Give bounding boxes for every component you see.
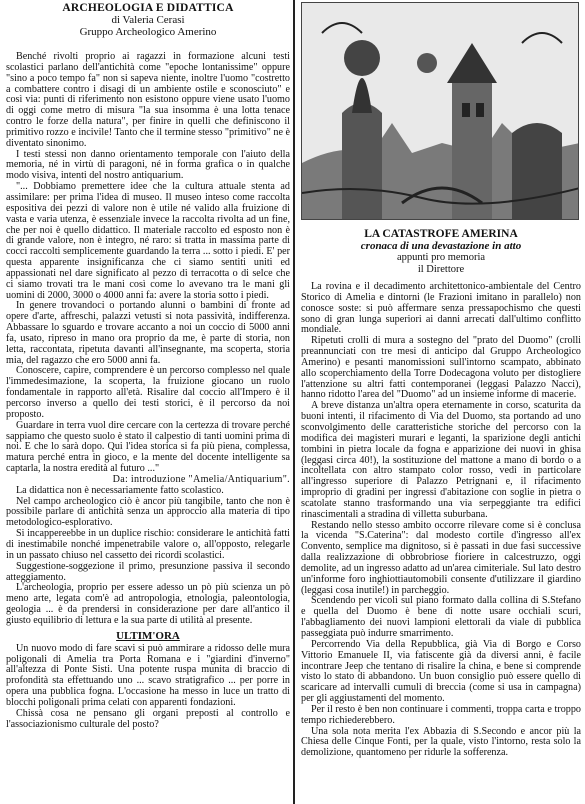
illustration-image <box>301 2 579 220</box>
right-column <box>301 2 581 802</box>
ultimora-heading: ULTIM'ORA <box>116 629 180 642</box>
paragraph: Percorrendo Via della Repubblica, già Via di Borgo e Corso Vittorio Emanuele II, via fatiscente già da diversi anni, è facile incontrare Jeep che tentano di risalire la china, e bene si comprende visto lo stato di abbandono. Un buon consiglio può essere quello di scaricare ad intervalli cumuli di breccia (come si usa in campagna) per gli aggiustamenti del momento. <box>301 638 581 705</box>
paragraph: Chissà cosa ne pensano gli organi preposti al controllo e l'associazionismo culturale del posto? <box>6 707 290 730</box>
paragraph: L'archeologia, proprio per essere adesso un pò più scienza un pò meno arte, legata com'è ad antropologia, etnologia, paleontologia, geologia ... è da prendersi in considerazione per dare all'antico il giusto equilibrio di lettura e la sua parte di utilità al presente. <box>6 582 290 626</box>
paragraph: A breve distanza un'altra opera eternamente in corso, scaturita da buoni intenti, il rifacimento di Via del Duomo, sta portando ad uno sconvolgimento delle caratteristiche storiche del percorso con la modifica dei magisteri murari e leganti, la sparizione degli antichi tombini in pietra locale da fogna e apparizione dei nuovi in ghisa (leggasi circa 40!), la sostituzione del mattone a mano di bordo o a incoltellata con altro stampato color rosso, vedi in particolare all'ingresso superiore di Palazzo Petrignani e, il rifacimento improprio di gradini per ingressi d'abitazione con soglie in pietra o scatolate stanno trasformando una via serpeggiante tra edifici rinascimentali a stradina di villetta suburbana. <box>301 400 581 520</box>
article-title: ARCHEOLOGIA E DIDATTICA <box>62 2 234 14</box>
paragraph: Suggestione-soggezione il primo, presunzione passiva il secondo atteggiamento. <box>6 560 290 583</box>
article-group: Gruppo Archeologico Amerino <box>79 26 217 38</box>
paragraph: Nel campo archeologico ciò è ancor più tangibile, tanto che non è possibile parlare di antichità senza un approccio alla materia di tipo metodologico-esplorativo. <box>6 495 290 529</box>
paragraph: Benché rivolti proprio ai ragazzi in formazione alcuni testi scolastici parlano dell'antichità come "epoche lontanissime" oppure "sino a poco tempo fa" non si sapeva niente, inoltre l'uomo "costretto a combattere contro i disagi di un ambiente ostile e sconosciuto" e così via: punti di riferimento non esistono oppure viene usato l'uomo di oggi come metro di misura "la sua insomma è una lotta tenace contro le forze della natura", per finire in quelli che definiscono il primitivo rozzo e incivile! Tanto che il termine stesso "primitivo" ne è diventato sinonimo. <box>6 51 290 149</box>
cathedral-drawing-icon <box>302 3 579 220</box>
paragraph: Per il resto è ben non continuare i commenti, troppa carta e troppo tempo richiederebbero. <box>301 703 581 726</box>
paragraph: Ripetuti crolli di mura a sostegno del "prato del Duomo" (crolli preannunciati con tre mesi di anticipo dal Gruppo Archeologico Amerino) e pesanti manomissioni sull'intorno scampato, abbinato allo scoperchiamento della Torre Dodecagona voluto per distogliere l'attenzione su altri fatti contemporanei (leggasi Palazzo Nacci), hanno ridotto l'area del "Duomo" ad un insieme informe di macerie. <box>301 335 581 401</box>
article-body <box>301 282 581 759</box>
paragraph: In genere trovandoci o portando alunni o bambini di fronte ad opere d'arte, affreschi, palazzi vetusti si nota passività, indifferenza. Abbassare lo sguardo e trovare accanto a noi un coccio di 5000 anni fa, usato, ripreso in mano ora proprio da me, è parte di storia, non letta, raccontata, ripetuta davanti all'insegnante, ma scoperta, storia mia, del ragazzo che ero 5000 anni fa. <box>6 300 290 366</box>
paragraph: Restando nello stesso ambito occorre rilevare come si è conclusa la vicenda "S.Caterina": dal modesto cortile d'ingresso all'ex Convento, semplice ma dignitoso, si è passati in due fasi successive dalla realizzazione di obbrobriose fioriere in calcestruzzo, oggi demolite, ad un ingresso adatto ad un'area cimiteriale. Sul lato destro un'informe foro inghiottiautomobili consente d'utilizzare il giardino (leggasi cosa inutile!) in parcheggio. <box>301 519 581 596</box>
article-body <box>6 52 290 730</box>
article-byline: di Valeria Cerasi <box>111 14 185 26</box>
paragraph: Conoscere, capire, comprendere è un percorso complesso nel quale l'immedesimazione, la scoperta, la fruizione giocano un ruolo fondamentale in rapporto all'età. Risalire dal coccio all'Impero è il percorso inverso a quello dei testi storici, è il percorso da noi proposto. <box>6 365 290 420</box>
paragraph: Si incappereebbe in un duplice rischio: considerare le antichità fatti di inestimabile nonché impenetrabile valore o, all'opposto, relegarle in un passato chiuso nel cassetto dei ricordi scolastici. <box>6 528 290 561</box>
paragraph: "... Dobbiamo premettere idee che la cultura attuale stenta ad assimilare: per prima l'idea di museo. Il museo inteso come raccolta espositiva dei pezzi di valore non è utile né valido alla fruizione di vasta e varia utenza, è essenziale invece la raccolta rivolta ad un fine, che per noi è quello didattico. Il materiale raccolto ed esposto non è di grande valore, non è integro, né raro: si tratta in massima parte di cocci raccolti semplicemente guardando la terra ... sotto i piedi. E' per questa apparente insignificanza che ci siamo sentiti uniti ed appassionati nel dare significato al pezzo di terracotta o di selce che ci siamo trovati tra le mani così come lo avevano tra le mani gli uomini di 2000, 3000 o 4000 anni fa: avere la storia sotto i piedi. <box>6 181 290 301</box>
left-column <box>6 2 290 802</box>
column-divider <box>293 0 295 804</box>
paragraph: Scendendo per vicoli sul piano formato dalla collina di S.Stefano e quella del Duomo è bene di notte usare occhiali scuri, l'abbagliamento dei nuovi lampioni elettorali da viale di pubblica passeggiata può indurre smarrimento. <box>301 595 581 639</box>
article-author: il Direttore <box>417 264 465 275</box>
paragraph: La didattica non è necessariamente fatto scolastico. <box>16 484 224 496</box>
article-meta: appunti pro memoria <box>396 252 486 263</box>
paragraph: La rovina e il decadimento architettonico-ambientale del Centro Storico di Amelia e dintorni (le Frazioni imitano in parallelo) non conosce soste: si può affermare senza pressapochismo che questi sono di gran lunga superiori ai danni arrecati dall'ultimo conflitto mondiale. <box>301 281 581 336</box>
paragraph: Guardare in terra vuol dire cercare con la certezza di trovare perché sappiamo che questo suolo è stato il calpestio di tanti uomini prima di noi. E che lo sarà dopo. Qui l'idea storica si fa più piena, complessa, matura perché entra in gioco, e la mente del docente intelligente sa captarla, la nostra eredità al futuro ..." <box>6 419 290 475</box>
article-title: LA CATASTROFE AMERINA <box>364 228 518 240</box>
paragraph: Una sola nota merita l'ex Abbazia di S.Secondo e ancor più la Chiesa delle Cinque Fonti, per la quale, visto l'intorno, resta solo la demolizione, quantomeno per ridurle la sofferenza. <box>301 725 581 759</box>
paragraph: I testi stessi non danno orientamento temporale con l'aiuto della memoria, né in virtù di paragoni, né in forma grafica o in qualche modo visiva, intenti del nostro antiquarium. <box>6 148 290 182</box>
paragraph: Un nuovo modo di fare scavi si può ammirare a ridosso delle mura poligonali di Amelia tra Porta Romana e i "giardini d'inverno" all'altezza di Ponte Sisti. Una potente ruspa munita di braccio di profondità sta effettuando uno ... scavo stratigrafico ... per porre in opera una pubblica fogna. L'occasione ha messo in luce un tratto di blocchi poligonali prima celati con apparenti fondazioni. <box>6 642 290 708</box>
article-subtitle: cronaca di una devastazione in atto <box>360 240 522 252</box>
source-caption: Da: introduzione "Amelia/Antiquarium". <box>112 473 290 485</box>
